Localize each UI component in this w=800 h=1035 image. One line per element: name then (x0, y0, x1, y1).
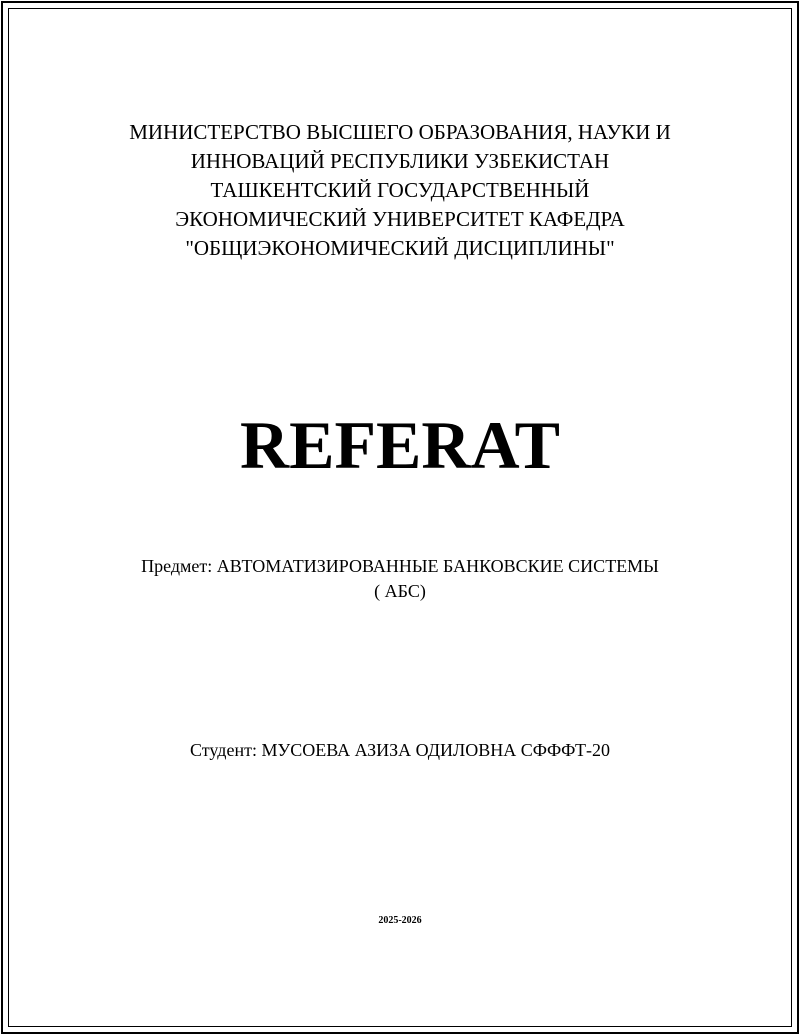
institution-heading-line: ИННОВАЦИЙ РЕСПУБЛИКИ УЗБЕКИСТАН (190, 149, 610, 173)
institution-heading (0, 118, 800, 263)
institution-heading-line: ЭКОНОМИЧЕСКИЙ УНИВЕРСИТЕТ КАФЕДРА (175, 207, 625, 231)
subject-block (0, 554, 800, 604)
student-info: Студент: МУСОЕВА АЗИЗА ОДИЛОВНА СФФФТ-20 (190, 740, 610, 760)
academic-year: 2025-2026 (378, 915, 422, 926)
subject-line: ( АБС) (374, 581, 426, 601)
institution-heading-line: ТАШКЕНТСКИЙ ГОСУДАРСТВЕННЫЙ (210, 178, 590, 202)
subject-line: Предмет: АВТОМАТИЗИРОВАННЫЕ БАНКОВСКИЕ СИСТЕМЫ (141, 556, 659, 576)
institution-heading-line: МИНИСТЕРСТВО ВЫСШЕГО ОБРАЗОВАНИЯ, НАУКИ И (129, 120, 671, 144)
institution-heading-line: "ОБЩИЭКОНОМИЧЕСКИЙ ДИСЦИПЛИНЫ" (185, 236, 615, 260)
document-title: REFERAT (240, 407, 560, 483)
